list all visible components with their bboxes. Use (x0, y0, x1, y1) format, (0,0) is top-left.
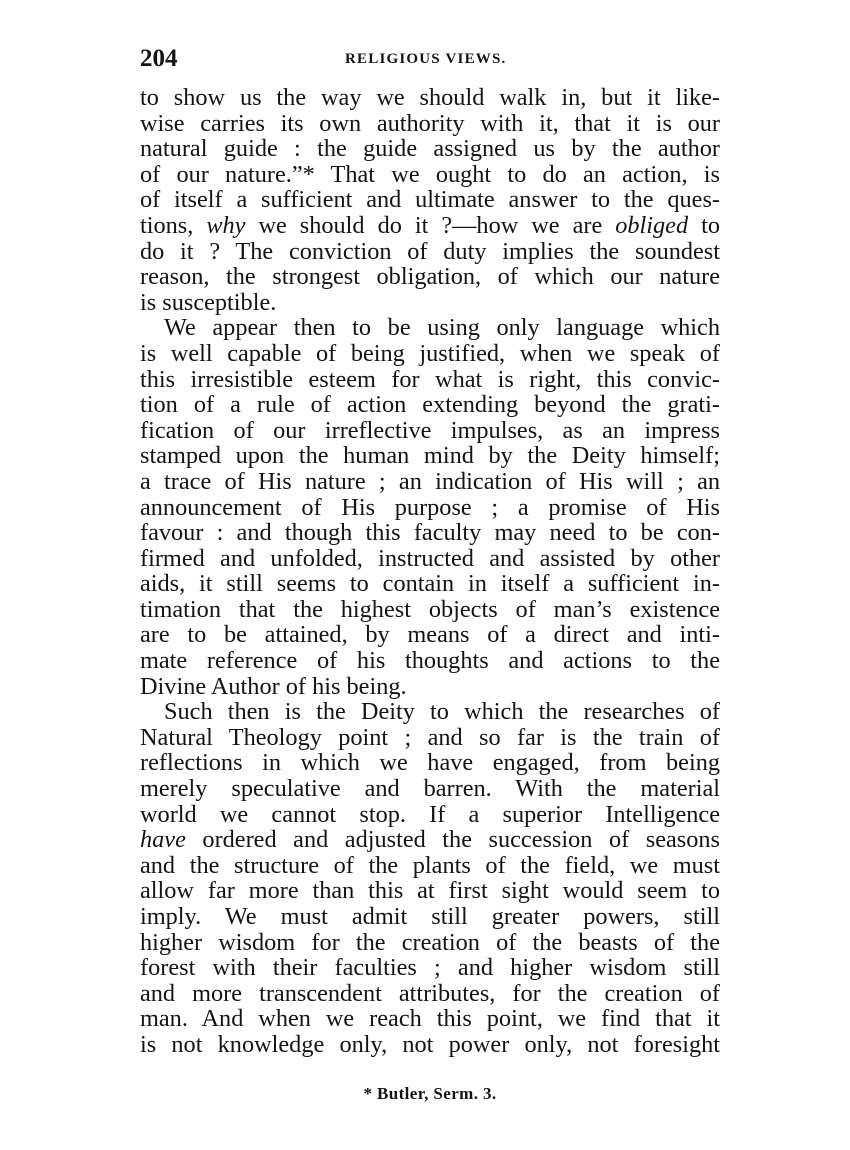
text-run: we should do it ?—how we are (258, 211, 603, 239)
text-line: man. And when we reach this point, we find that it (140, 1005, 720, 1033)
text-line: are to be attained, by means of a direct and inti- (140, 621, 720, 649)
running-title: RELIGIOUS VIEWS. (345, 51, 507, 67)
text-line: is not knowledge only, not power only, not foresight (140, 1030, 720, 1058)
text-line: world we cannot stop. If a superior Intelligence (140, 800, 720, 828)
text-run: ordered and adjusted the succession of seasons (202, 826, 720, 854)
italic-word: obliged (615, 211, 689, 239)
paragraph-first-line: Such then is the Deity to which the researches of (164, 698, 720, 726)
text-line: Divine Author of his being. (140, 672, 407, 700)
text-line: timation that the highest objects of man’s existence (140, 595, 720, 623)
text-line: mate reference of his thoughts and actions to the (140, 647, 720, 675)
page-number: 204 (140, 45, 178, 72)
text-line: firmed and unfolded, instructed and assisted by other (140, 544, 720, 572)
text-line: announcement of His purpose ; a promise of His (140, 493, 720, 521)
text-line: a trace of His nature ; an indication of His will ; an (140, 467, 720, 495)
text-line: and the structure of the plants of the field, we must (140, 851, 720, 879)
text-line: stamped upon the human mind by the Deity himself; (140, 442, 720, 470)
text-line: natural guide : the guide assigned us by the author (140, 135, 720, 163)
text-line: aids, it still seems to contain in itself a sufficient in- (140, 570, 720, 598)
text-line: and more transcendent attributes, for the creation of (140, 979, 720, 1007)
footnote: * Butler, Serm. 3. (363, 1084, 497, 1103)
running-head (140, 44, 720, 78)
text-line: this irresistible esteem for what is right, this convic- (140, 365, 720, 393)
text-run: tions, (140, 211, 194, 239)
text-line: forest with their faculties ; and higher wisdom still (140, 954, 720, 982)
text-line: merely speculative and barren. With the material (140, 775, 720, 803)
text-line: is susceptible. (140, 288, 277, 316)
text-line: allow far more than this at first sight would seem to (140, 877, 720, 905)
text-line: do it ? The conviction of duty implies the soundest (140, 237, 720, 265)
text-line (140, 213, 720, 239)
text-line: Natural Theology point ; and so far is the train of (140, 723, 720, 751)
italic-word: have (140, 826, 186, 854)
text-line: to show us the way we should walk in, but it like- (140, 84, 720, 111)
text-line: reflections in which we have engaged, from being (140, 749, 720, 777)
text-line: favour : and though this faculty may need to be con- (140, 519, 720, 547)
italic-word: why (206, 211, 246, 239)
text-run: to (701, 211, 721, 239)
paragraph-first-line: We appear then to be using only language which (164, 314, 720, 342)
text-line: tion of a rule of action extending beyond the grati- (140, 391, 720, 419)
text-line: reason, the strongest obligation, of which our nature (140, 263, 720, 291)
text-line: imply. We must admit still greater powers, still (140, 903, 720, 930)
text-line: wise carries its own authority with it, that it is our (140, 109, 720, 137)
text-line: is well capable of being justified, when we speak of (140, 339, 720, 367)
text-line: of our nature.”* That we ought to do an action, is (140, 160, 720, 188)
text-line: of itself a sufficient and ultimate answer to the ques- (140, 186, 720, 214)
text-line (140, 827, 720, 853)
text-line: higher wisdom for the creation of the beasts of the (140, 928, 720, 956)
body-text (140, 85, 720, 1058)
text-line: fication of our irreflective impulses, as an impress (140, 416, 720, 444)
